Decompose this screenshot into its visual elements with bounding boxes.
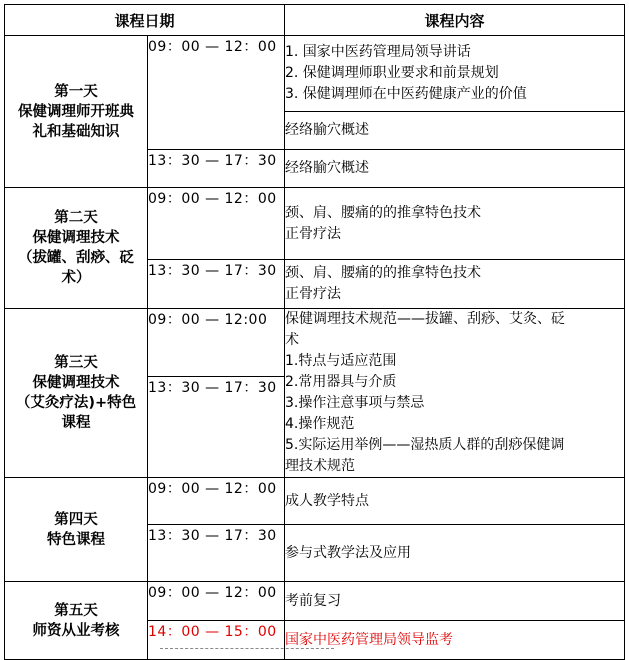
time-slot: 09：00 — 12：00 <box>148 188 285 260</box>
time-slot: 13：30 — 17：30 <box>148 377 285 478</box>
day-title <box>5 478 148 582</box>
content-line: 理技术规范 <box>285 458 355 474</box>
table-row <box>5 582 625 621</box>
course-content <box>285 150 625 188</box>
content-line: 成人教学特点 <box>285 492 369 509</box>
content-line: 正骨疗法 <box>285 286 341 302</box>
time-slot: 14：00 — 15：00 <box>148 621 285 660</box>
day-title-line: 第四天 <box>54 511 98 528</box>
course-content <box>285 309 625 478</box>
content-line: 考前复习 <box>285 592 341 609</box>
day-title-line: 第三天 <box>54 355 98 371</box>
day-title <box>5 582 148 660</box>
content-line: 国家中医药管理局领导监考 <box>285 631 453 648</box>
header-content: 课程内容 <box>285 5 625 36</box>
course-content <box>285 188 625 260</box>
time-slot: 09：00 — 12:00 <box>148 309 285 377</box>
day-title <box>5 36 148 188</box>
table-row <box>5 188 625 260</box>
content-line: 经络腧穴概述 <box>285 160 369 176</box>
day-title-line: （艾灸疗法)+特色 <box>15 395 137 411</box>
time-slot: 09：00 — 12：00 <box>148 36 285 150</box>
day-title-line: 第一天 <box>54 83 98 100</box>
schedule-table <box>4 4 625 660</box>
course-content <box>285 478 625 525</box>
day-title <box>5 309 148 478</box>
day-title-line: 礼和基础知识 <box>32 123 120 140</box>
course-content <box>285 582 625 621</box>
day-title-line: 课程 <box>61 415 91 431</box>
day-title-line: 术） <box>61 270 91 286</box>
content-line: 5.实际运用举例——湿热质人群的刮痧保健调 <box>285 437 565 453</box>
content-line: 1. 国家中医药管理局领导讲话 <box>285 44 471 60</box>
content-line: 保健调理技术规范——拔罐、刮痧、艾灸、砭 <box>285 311 565 327</box>
header-row <box>5 5 625 36</box>
time-slot: 13：30 — 17：30 <box>148 525 285 582</box>
course-content <box>285 525 625 582</box>
course-content <box>285 36 625 112</box>
content-line: 术 <box>285 332 299 348</box>
day-title-line: 第二天 <box>54 210 98 226</box>
content-line: 颈、肩、腰痛的的推拿特色技术 <box>285 204 481 221</box>
time-slot: 09：00 — 12：00 <box>148 582 285 621</box>
content-line: 4.操作规范 <box>285 416 355 432</box>
day-title-line: 特色课程 <box>47 531 105 548</box>
day-title-line: 保健调理技术 <box>32 375 120 391</box>
table-row <box>5 36 625 112</box>
content-line: 3. 保健调理师在中医药健康产业的价值 <box>285 86 527 102</box>
course-content <box>285 621 625 660</box>
day-title-line: 保健调理师开班典 <box>18 103 134 120</box>
day-title-line: 第五天 <box>54 602 98 619</box>
content-line: 颈、肩、腰痛的的推拿特色技术 <box>285 265 481 281</box>
time-slot: 09：00 — 12：00 <box>148 478 285 525</box>
table-row <box>5 478 625 525</box>
course-content <box>285 260 625 309</box>
content-line: 1.特点与适应范围 <box>285 353 397 369</box>
day-title-line: （拔罐、刮痧、砭 <box>18 250 134 266</box>
content-line: 2.常用器具与介质 <box>285 374 397 390</box>
time-slot: 13：30 — 17：30 <box>148 260 285 309</box>
day-title <box>5 188 148 309</box>
day-title-line: 师资从业考核 <box>32 622 120 639</box>
content-line: 参与式教学法及应用 <box>285 544 411 561</box>
header-date: 课程日期 <box>5 5 285 36</box>
time-slot: 13：30 — 17：30 <box>148 150 285 188</box>
content-line: 3.操作注意事项与禁忌 <box>285 395 425 411</box>
content-line: 2. 保健调理师职业要求和前景规划 <box>285 65 499 81</box>
bottom-dashed-line <box>160 648 334 649</box>
content-line: 经络腧穴概述 <box>285 122 369 138</box>
table-row <box>5 309 625 377</box>
day-title-line: 保健调理技术 <box>32 230 120 246</box>
course-content <box>285 112 625 150</box>
content-line: 正骨疗法 <box>285 225 341 242</box>
